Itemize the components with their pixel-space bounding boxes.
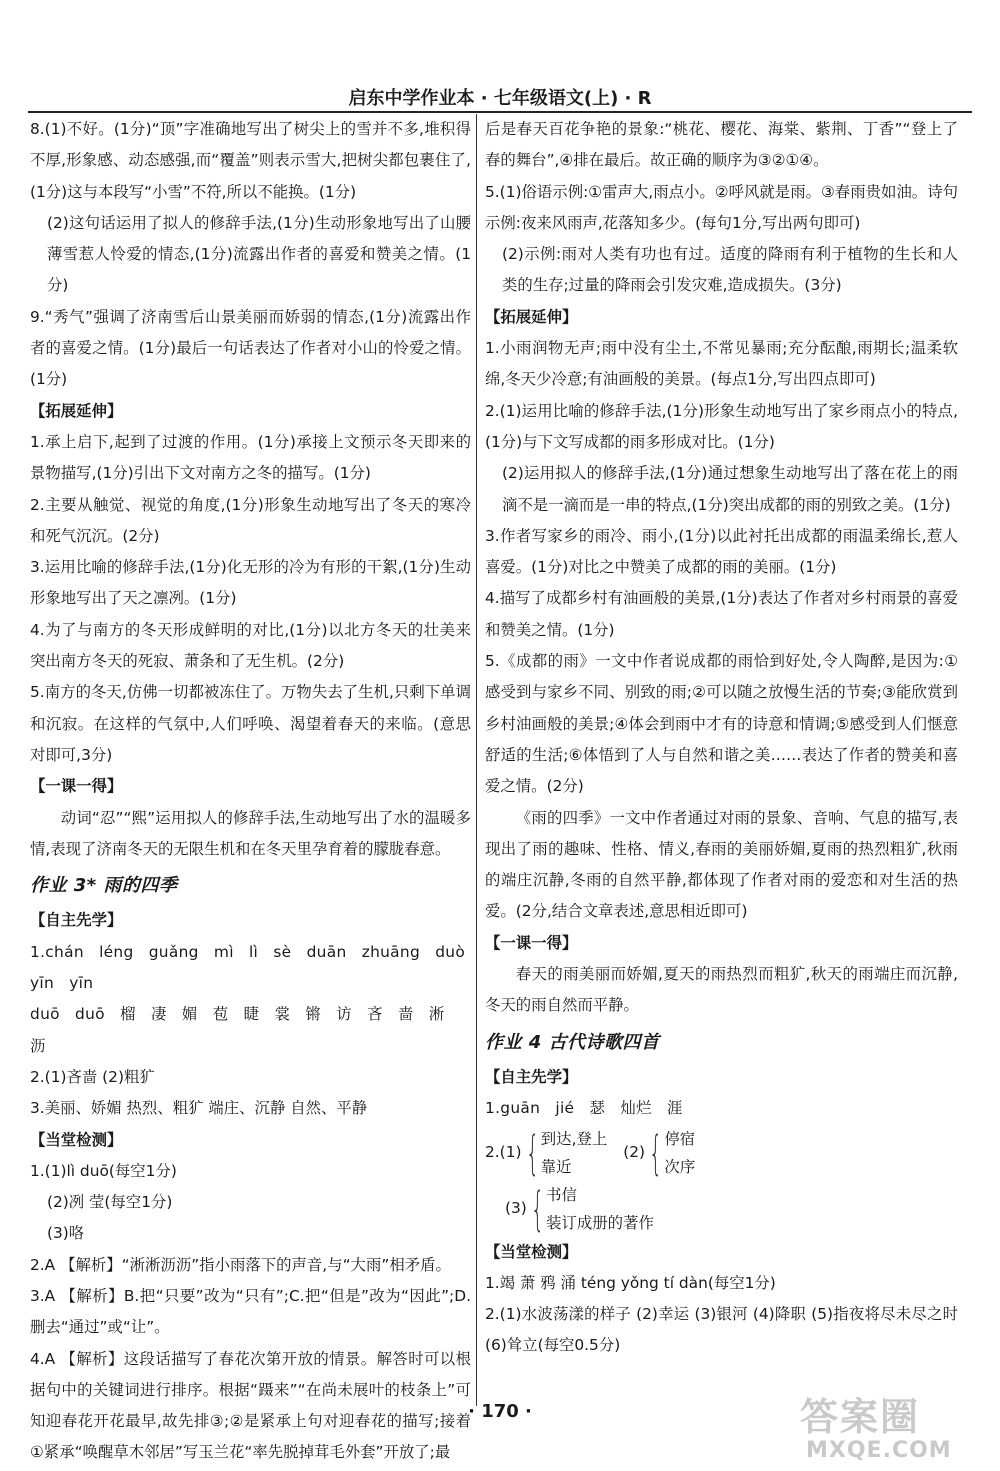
watermark-logo (800, 1395, 990, 1467)
yike-paragraph: 动词“忍”“熙”运用拟人的修辞手法,生动地写出了水的温暖多情,表现了济南冬天的无限生机和在冬天里孕育着的朦胧春意。 (30, 808, 471, 858)
check4-answer-2: 2.(1)水波荡漾的样子 (2)幸运 (3)银河 (4)降职 (5)指夜将尽未尽之时 (6)耸立(每空0.5分) (485, 1305, 958, 1355)
answer-8-2: (2)这句话运用了拟人的修辞手法,(1分)生动形象地写出了山腰薄雪惹人怜爱的情态,(1分)流露出作者的喜爱和赞美之情。(1分) (46, 213, 471, 295)
section-heading-zizhu-2: 【自主先学】 (485, 1067, 578, 1086)
section-heading-zizhu: 【自主先学】 (30, 911, 123, 930)
item-number: (2) (623, 1142, 646, 1161)
pinyin-line-2: duō duō 榴 凄 媚 苞 睫 裳 锵 访 吝 啬 淅 沥 (30, 1005, 445, 1055)
left-column (30, 114, 471, 1469)
preview-answer-2: 2.(1)吝啬 (2)粗犷 (30, 1067, 155, 1086)
section-heading-tuozhan: 【拓展延伸】 (30, 401, 123, 420)
running-header: 启东中学作业本 · 七年级语文(上) · R (348, 88, 652, 109)
meaning-item: 次序 (664, 1157, 696, 1176)
extension-answer-r2-1: 2.(1)运用比喻的修辞手法,(1分)形象生动地写出了家乡雨点小的特点,(1分)与下文写成都的雨多形成对比。(1分) (485, 401, 958, 451)
header-rule (28, 111, 972, 113)
extension-answer-r5-2: 《雨的四季》一文中作者通过对雨的景象、音响、气息的描写,表现出了雨的趣味、性格、情义,春雨的美丽娇媚,夏雨的热烈粗犷,秋雨的端庄沉静,冬雨的自然平静,都体现了作者对雨的爱恋和对生活的热爱。(2分,结合文章表述,意思相近即可) (485, 808, 958, 921)
meaning-item: 靠近 (540, 1157, 572, 1176)
extension-answer-r4: 4.描写了成都乡村有油画般的美景,(1分)表达了作者对乡村雨景的喜爱和赞美之情。(1分) (485, 589, 958, 639)
section-heading-dangtang: 【当堂检测】 (30, 1130, 123, 1149)
check-answer-4-continued: 后是春天百花争艳的景象:“桃花、樱花、海棠、紫荆、丁香”“登上了春的舞台”,④排在最后。故正确的顺序为③②①④。 (485, 120, 958, 170)
brace-items (546, 1181, 654, 1237)
brace-glyph: { (530, 1181, 545, 1236)
brace-items (541, 1125, 607, 1181)
brace-glyph: { (649, 1125, 663, 1180)
preview-answer-3: 3.美丽、娇媚 热烈、粗犷 端庄、沉静 自然、平静 (30, 1099, 368, 1118)
extension-answer-3: 3.运用比喻的修辞手法,(1分)化无形的冷为有形的干絮,(1分)生动形象地写出了天之凛冽。(1分) (30, 558, 471, 608)
column-divider (476, 114, 477, 1406)
check-answer-4: 4.A 【解析】这段话描写了春花次第开放的情景。解答时可以根据句中的关键词进行排序。根据“蹑来”“在尚未展叶的枝条上”可知迎春花开花最早,故先排③;②是紧承上句对迎春花的描写;接着①紧承“唤醒草木邻居”写玉兰花“率先脱掉茸毛外套”开放了;最 (30, 1349, 471, 1462)
extension-answer-5: 5.南方的冬天,仿佛一切都被冻住了。万物失去了生机,只剩下单调和沉寂。在这样的气氛中,人们呼唤、渴望着春天的来临。(意思对即可,3分) (30, 683, 471, 764)
meaning-item: 书信 (546, 1185, 577, 1204)
brace-glyph: { (525, 1125, 539, 1180)
extension-answer-1: 1.承上启下,起到了过渡的作用。(1分)承接上文预示冬天即来的景物描写,(1分)引出下文对南方之冬的描写。(1分) (30, 432, 471, 483)
check-answer-5-1: 5.(1)俗语示例:①雷声大,雨点小。②呼风就是雨。③春雨贵如油。诗句示例:夜来风雨声,花落知多少。(每句1分,写出两句即可) (485, 182, 958, 232)
check-answer-1-2: (2)冽 莹(每空1分) (46, 1193, 173, 1212)
extension-answer-r3: 3.作者写家乡的雨冷、雨小,(1分)以此衬托出成都的雨温柔绵长,惹人喜爱。(1分)对比之中赞美了成都的雨的美丽。(1分) (485, 526, 958, 577)
watermark-top-text: 答案圈 (800, 1395, 921, 1439)
meaning-item: 到达,登上 (540, 1129, 608, 1148)
preview4-answer-1: 1.guān jié 瑟 灿烂 涯 (485, 1099, 683, 1118)
check-answer-1-3: (3)咯 (46, 1224, 85, 1243)
meaning-item: 停宿 (664, 1129, 696, 1148)
watermark-bottom-text: MXQE.COM (806, 1438, 952, 1463)
page-number: · 170 · (468, 1401, 532, 1422)
item-number: (3) (505, 1198, 527, 1217)
answer-8-1: 8.(1)不好。(1分)“顶”字准确地写出了树尖上的雪并不多,堆积得不厚,形象感、动态感强,而“覆盖”则表示雪大,把树尖都包裹住了,(1分)这与本段写“小雪”不符,所以不能换。(1分) (30, 120, 471, 201)
check4-answer-1: 1.竭 萧 鸦 涌 téng yǒng tí dàn(每空1分) (485, 1273, 776, 1292)
section-heading-tuozhan-2: 【拓展延伸】 (485, 307, 578, 326)
check-answer-2: 2.A 【解析】“淅淅沥沥”指小雨落下的声音,与“大雨”相矛盾。 (30, 1255, 451, 1274)
right-column (485, 114, 958, 1362)
check-answer-1-1: 1.(1)lì duō(每空1分) (30, 1161, 177, 1180)
extension-answer-r5: 5.《成都的雨》一文中作者说成都的雨恰到好处,令人陶醉,是因为:①感受到与家乡不同、别致的雨;②可以随之放慢生活的节奏;③能欣赏到乡村油画般的美景;④体会到雨中才有的诗意和情调;⑤感受到人们惬意舒适的生活;⑥体悟到了人与自然和谐之美……表达了作者的赞美和喜爱之情。(2分) (485, 652, 958, 796)
yike-paragraph-2: 春天的雨美丽而娇媚,夏天的雨热烈而粗犷,秋天的雨端庄而沉静,冬天的雨自然而平静。 (485, 965, 958, 1015)
section-heading-yike-2: 【一课一得】 (485, 933, 578, 952)
section-heading-dangtang-2: 【当堂检测】 (485, 1242, 578, 1261)
extension-answer-4: 4.为了与南方的冬天形成鲜明的对比,(1分)以北方冬天的壮美来突出南方冬天的死寂、萧条和了无生机。(2分) (30, 620, 471, 671)
extension-answer-2: 2.主要从触觉、视觉的角度,(1分)形象生动地写出了冬天的寒冷和死气沉沉。(2分) (30, 495, 471, 545)
item-number: 2.(1) (485, 1142, 522, 1161)
brace-items (664, 1125, 695, 1181)
section-heading-yike: 【一课一得】 (30, 777, 123, 796)
extension-answer-r1: 1.小雨润物无声;雨中没有尘土,不常见暴雨;充分酝酿,雨期长;温柔软绵,冬天少冷意;有油画般的美景。(每点1分,写出四点即可) (485, 339, 958, 389)
extension-answer-r2-2: (2)运用拟人的修辞手法,(1分)通过想象生动地写出了落在花上的雨滴不是一滴而是一串的特点,(1分)突出成都的雨的别致之美。(1分) (501, 464, 958, 514)
answer-9: 9.“秀气”强调了济南雪后山景美丽而娇弱的情态,(1分)流露出作者的喜爱之情。(1分)最后一句话表达了作者对小山的怜爱之情。(1分) (30, 307, 471, 389)
check-answer-3: 3.A 【解析】B.把“只要”改为“只有”;C.把“但是”改为“因此”;D.删去“通过”或“让”。 (30, 1286, 471, 1337)
check-answer-5-2: (2)示例:雨对人类有功也有过。适度的降雨有利于植物的生长和人类的生存;过量的降雨会引发灾难,造成损失。(3分) (501, 245, 958, 295)
homework-4-title: 作业 4 古代诗歌四首 (485, 1031, 660, 1053)
homework-3-title: 作业 3* 雨的四季 (30, 875, 178, 897)
preview4-answer-2-3-row (485, 1181, 958, 1237)
meaning-item: 装订成册的著作 (546, 1213, 654, 1232)
preview4-answer-2-row (485, 1125, 958, 1181)
pinyin-line-1: 1.chán léng guǎng mì lì sè duān zhuāng duò yīn yīn (30, 942, 466, 993)
